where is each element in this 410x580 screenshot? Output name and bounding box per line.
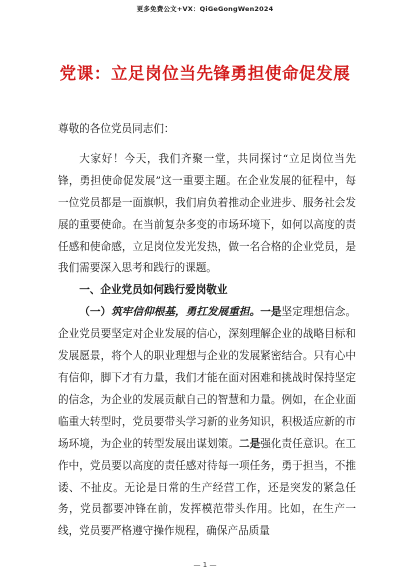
page-number: — 1 — bbox=[193, 561, 217, 569]
sub-heading-label: （一） bbox=[79, 306, 112, 319]
section-heading: 一、企业党员如何践行爱岗敬业 bbox=[79, 284, 228, 297]
document-body bbox=[58, 119, 356, 543]
header-note: 更多免费公文+VX：QiGeGongWen2024 bbox=[136, 5, 274, 13]
sub-heading-title: 筑牢信仰根基，勇扛发展重担。 bbox=[111, 306, 261, 319]
point-label: 一是 bbox=[260, 306, 282, 319]
paragraph-sub1 bbox=[58, 302, 356, 543]
salutation: 尊敬的各位党员同志们： bbox=[58, 123, 175, 135]
point-text: 坚定理想信念。企业党员要坚定对企业发展的信心，深刻理解企业的战略目标和发展愿景，将个人的职业理想与企业的发展紧密结合。只有心中有信仰，脚下才有力量，我们才能在面对困难和挑战时保持坚定的信念，为企业的发展贡献自己的智慧和力量。例如，在企业面临重大转型时，党员要带头学习新的业务知识，积极适应新的市场环境，为企业的转型发展出谋划策。 bbox=[58, 306, 357, 450]
page-title: 党课：立足岗位当先锋勇担使命促发展 bbox=[59, 64, 351, 83]
point-label: 二是 bbox=[238, 437, 261, 450]
paragraph-intro: 大家好！今天，我们齐聚一堂，共同探讨“立足岗位当先锋，勇担使命促发展”这一重要主题。在企业发展的征程中，每一位党员都是一面旗帜，我们肩负着推动企业进步、服务社会发展的重要使命。在当前复杂多变的市场环境下，如何以高度的责任感和使命感，立足岗位发光发热，做一名合格的企业党员，是我们需要深入思考和践行的课题。 bbox=[58, 152, 356, 275]
point-text: 强化责任意识。在工作中，党员要以高度的责任感对待每一项任务，勇于担当，不推诿、不扯皮。无论是日常的生产经营工作，还是突发的紧急任务，党员都要冲锋在前，发挥模范带头作用。比如，在生产一线，党员要严格遵守操作规程，确保产品质量 bbox=[58, 437, 357, 538]
